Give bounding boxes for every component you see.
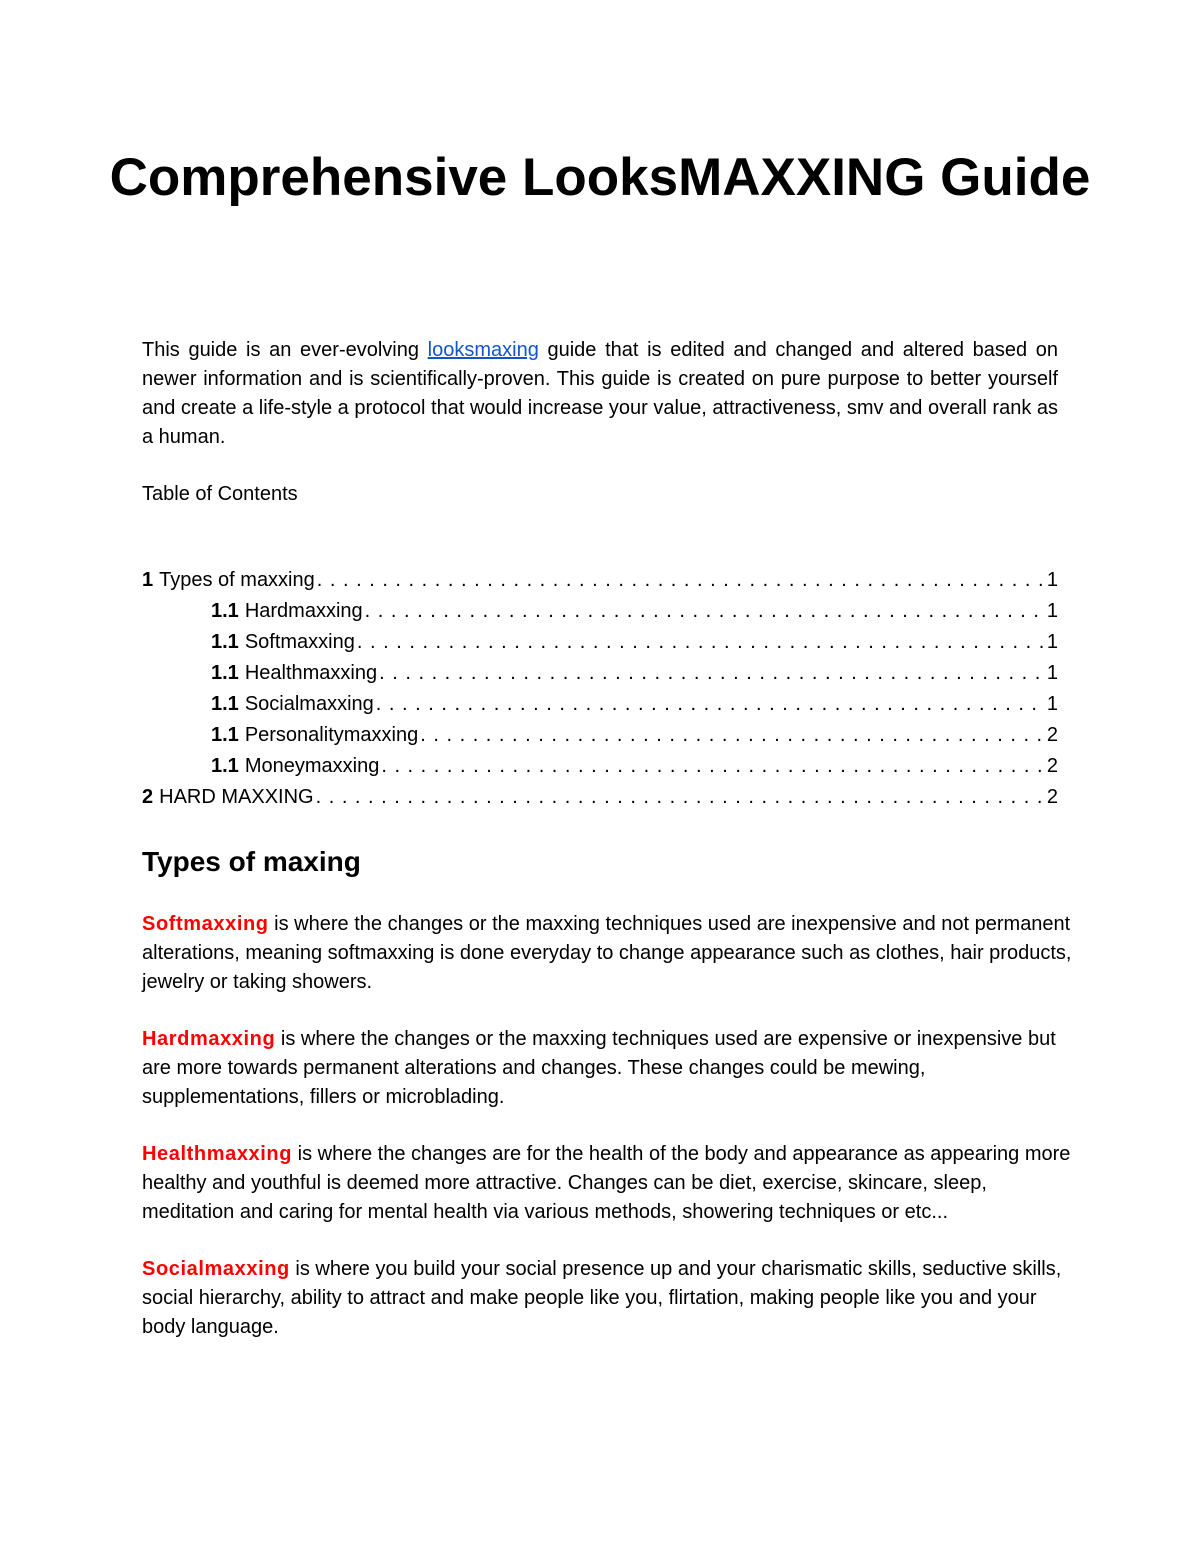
looksmaxing-link[interactable]: looksmaxing <box>427 339 539 361</box>
document-title: Comprehensive LooksMAXXING Guide <box>109 148 1091 207</box>
intro-text-after: guide that is edited and changed and altered based on newer information and is scientifically-proven. This guide is created on pure purpose to better yourself and create a life-style a protocol that would increase your value, attractiveness, smv and overall rank as a human. <box>142 339 1059 448</box>
toc-entry-number: 2 <box>142 786 154 808</box>
toc-entry-label: Socialmaxxing <box>244 693 374 715</box>
toc-entry[interactable] <box>142 689 1058 720</box>
toc-entry-number: 1.1 <box>211 755 239 777</box>
table-of-contents <box>142 565 1058 813</box>
definition-term: Hardmaxxing <box>142 1028 276 1050</box>
definition-text: is where you build your social presence up and your charismatic skills, seductive skills, social hierarchy, ability to attract and make people like you, flirtation, making people like you and your body language. <box>142 1258 1062 1338</box>
section-heading: Types of maxing <box>142 846 361 877</box>
toc-entry-label: Types of maxxing <box>159 569 315 591</box>
definition-paragraph <box>142 1025 1072 1112</box>
toc-leader-dots <box>316 782 1044 813</box>
definition-paragraph <box>142 1255 1072 1342</box>
toc-leader-dots <box>379 658 1044 689</box>
intro-text-before: This guide is an ever-evolving <box>142 339 428 361</box>
definition-paragraph <box>142 1140 1072 1227</box>
toc-leader-dots <box>420 720 1044 751</box>
toc-leader-dots <box>376 689 1044 720</box>
toc-entry-number: 1.1 <box>211 662 239 684</box>
toc-entry-number: 1.1 <box>211 600 239 622</box>
toc-entry[interactable] <box>142 658 1058 689</box>
toc-entry-page: 1 <box>1046 662 1058 684</box>
toc-entry-number: 1.1 <box>211 724 239 746</box>
toc-entry-label: Moneymaxxing <box>244 755 380 777</box>
toc-entry-label: Personalitymaxxing <box>244 724 419 746</box>
toc-title: Table of Contents <box>142 483 298 505</box>
definitions-list <box>142 910 1072 1370</box>
definition-text: is where the changes or the maxxing techniques used are inexpensive and not permanent alterations, meaning softmaxxing is done everyday to change appearance such as clothes, hair products, jewelry or taking showers. <box>142 913 1072 993</box>
toc-entry-number: 1.1 <box>211 631 239 653</box>
toc-leader-dots <box>357 627 1044 658</box>
toc-entry-page: 1 <box>1046 631 1058 653</box>
toc-entry-page: 2 <box>1046 724 1058 746</box>
toc-entry-page: 2 <box>1046 755 1058 777</box>
toc-entry-page: 1 <box>1046 569 1058 591</box>
toc-entry[interactable] <box>142 782 1058 813</box>
toc-entry-label: Healthmaxxing <box>244 662 378 684</box>
toc-entry-page: 1 <box>1046 693 1058 715</box>
definition-text: is where the changes are for the health of the body and appearance as appearing more healthy and youthful is deemed more attractive. Changes can be diet, exercise, skincare, sleep, meditation and caring for mental health via various methods, showering techniques or etc... <box>142 1143 1071 1223</box>
toc-entry-label: Hardmaxxing <box>244 600 363 622</box>
toc-entry-label: Softmaxxing <box>244 631 355 653</box>
toc-entry-number: 1.1 <box>211 693 239 715</box>
definition-term: Socialmaxxing <box>142 1258 290 1280</box>
toc-entry[interactable] <box>142 565 1058 596</box>
definition-paragraph <box>142 910 1072 997</box>
toc-leader-dots <box>381 751 1044 782</box>
toc-entry[interactable] <box>142 596 1058 627</box>
toc-entry-page: 2 <box>1046 786 1058 808</box>
definition-term: Healthmaxxing <box>142 1143 293 1165</box>
toc-entry-page: 1 <box>1046 600 1058 622</box>
toc-entry[interactable] <box>142 720 1058 751</box>
toc-entry-label: HARD MAXXING <box>159 786 314 808</box>
toc-leader-dots <box>317 565 1044 596</box>
toc-entry[interactable] <box>142 627 1058 658</box>
toc-entry[interactable] <box>142 751 1058 782</box>
toc-leader-dots <box>365 596 1044 627</box>
toc-entry-number: 1 <box>142 569 154 591</box>
intro-paragraph <box>142 336 1058 452</box>
definition-text: is where the changes or the maxxing techniques used are expensive or inexpensive but are more towards permanent alterations and changes. These changes could be mewing, supplementations, fillers or microblading. <box>142 1028 1056 1108</box>
definition-term: Softmaxxing <box>142 913 269 935</box>
